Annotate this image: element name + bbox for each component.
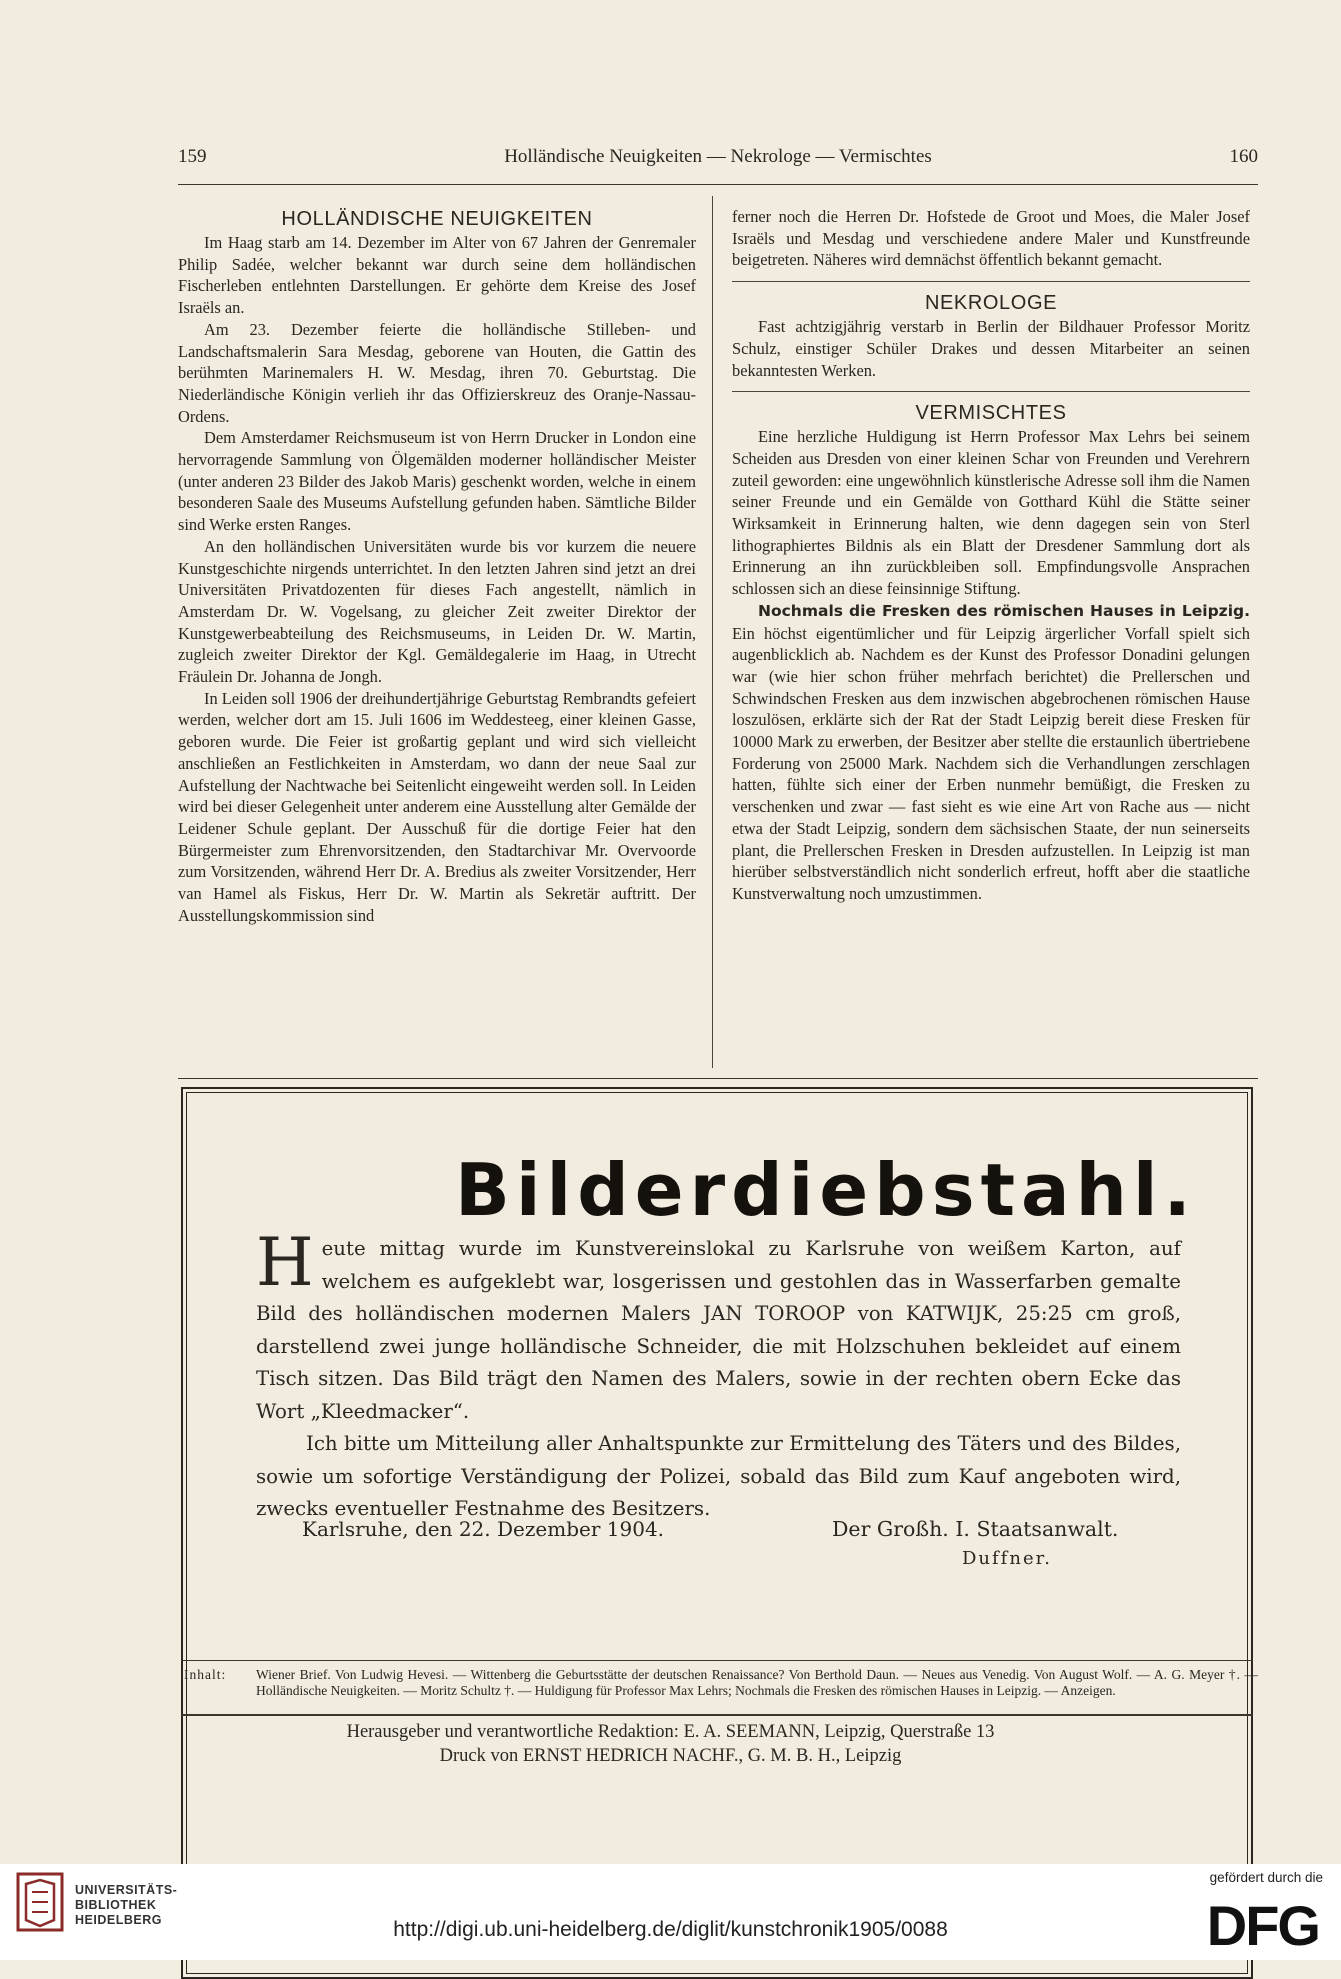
imprint-rule [181, 1714, 1253, 1716]
funding-note: gefördert durch die [1209, 1870, 1323, 1885]
paragraph: Fast achtzigjährig verstarb in Berlin der Bildhauer Professor Moritz Schulz, einstiger Schüler Drakes und dessen Mitarbeiter an seinen bekanntesten Werken. [732, 317, 1250, 380]
left-column [178, 206, 696, 927]
page-number-right: 160 [1229, 146, 1258, 167]
source-url-link[interactable]: http://digi.ub.uni-heidelberg.de/diglit/kunstchronik1905/0088 [393, 1918, 948, 1941]
toc-rule [181, 1660, 1253, 1661]
section-rule [732, 391, 1250, 392]
dfg-logo: DFG [1206, 1894, 1319, 1957]
table-of-contents [184, 1667, 1258, 1698]
imprint-line: Druck von ERNST HEDRICH NACHF., G. M. B. H., Leipzig [439, 1746, 902, 1766]
ad-signature: Der Großh. I. Staatsanwalt. [832, 1517, 1119, 1541]
paragraph: Im Haag starb am 14. Dezember im Alter von 67 Jahren der Genremaler Philip Sadée, welcher bekannt war durch seine dem holländischen Fischerleben entlehnten Darstellungen. Er gehörte dem Kreise des Josef Israëls an. [178, 233, 696, 318]
section-heading-hollaendische-neuigkeiten: HOLLÄNDISCHE NEUIGKEITEN [281, 208, 593, 230]
paragraph: In Leiden soll 1906 der dreihundertjährige Geburtstag Rembrandts gefeiert werden, welcher dort am 15. Juli 1606 im Weddesteeg, einer kleinen Gasse, geboren wurde. Die Feier ist großartig geplant und wird sich vielleicht anschließen an Festlichkeiten in Amsterdam, wo dann der neue Saal zur Aufstellung der Nachtwache bei Seitenlicht eingeweiht werden soll. In Leiden wird bei dieser Gelegenheit unter anderem eine Ausstellung alter Gemälde der Leidener Schule geplant. Der Ausschuß für die dortige Feier hat den Bürgermeister zum Ehrenvorsitzenden, den Stadtarchivar Mr. Overvoorde zum Vorsitzenden, während Herr Dr. A. Bredius als zweiter Vorsitzender, Herr van Hamel als Fiskus, Herr Dr. W. Martin als Sekretär auftritt. Der Ausstellungskommission sind [178, 688, 696, 925]
drop-cap: H [256, 1224, 314, 1301]
paragraph: Dem Amsterdamer Reichsmuseum ist von Herrn Drucker in London eine hervorragende Sammlung von Ölgemälden moderner holländischer Meister (unter anderen 23 Bilder des Jakob Maris) geschenkt worden, welche in einem besonderen Saale des Museums Aufstellung gefunden haben. Sämtliche Bilder sind Werke ersten Ranges. [178, 428, 696, 535]
toc-text: Wiener Brief. Von Ludwig Hevesi. — Wittenberg die Geburtsstätte der deutschen Renaissance? Von Berthold Daun. — Neues aus Venedig. Von August Wolf. — A. G. Meyer †. — Holländische Neuigkeiten. — Moritz Schultz †. — Huldigung für Professor Max Lehrs; Nochmals die Fresken des römischen Hauses in Leipzig. — Anzeigen. [256, 1667, 1258, 1698]
library-name-line: BIBLIOTHEK [75, 1898, 157, 1912]
column-divider [712, 196, 713, 1068]
section-heading-nekrologe: NEKROLOGE [924, 292, 1058, 315]
library-name-line: HEIDELBERG [75, 1913, 162, 1927]
section-rule [732, 281, 1250, 282]
page-number-left: 159 [178, 146, 207, 167]
ad-signer: Duffner. [962, 1548, 1052, 1569]
running-title: Holländische Neuigkeiten — Nekrologe — Vermischtes [504, 146, 932, 167]
ad-body [256, 1224, 1181, 1526]
digitization-footer [0, 1864, 1341, 1960]
ad-place-date: Karlsruhe, den 22. Dezember 1904. [302, 1517, 665, 1541]
running-header [178, 146, 1258, 176]
paragraph-body: Ein höchst eigentümlicher und für Leipzig ärgerlicher Vorfall spielt sich augenblicklich ab. Nachdem es der Kunst des Professor Donadini gelungen war (wie hier schon früher mehrfach berichtet) die Prellerschen und Schwindschen Fresken aus dem inzwischen abgebrochenen römischen Hause loszulösen, erklärte sich der Rat der Stadt Leipzig bereit diese Fresken für 10000 Mark zu erwerben, der Besitzer aber stellte die erstaunlich übertriebene Forderung von 25000 Mark. Nachdem sich die Verhandlungen zerschlagen hatten, fühlte sich einer der Erben nunmehr bemüßigt, die Fresken zu verschenken und zwar — fast sieht es wie eine Art von Rache aus — nicht etwa der Stadt Leipzig, sondern dem sächsischen Staate, der nun seinerseits plant, die Prellerschen Fresken in Dresden aufzustellen. In Leipzig ist man hierüber selbstverständlich nicht sonderlich erfreut, hofft aber die staatliche Kunstverwaltung noch umzustimmen. [732, 623, 1250, 903]
ad-paragraph-text: eute mittag wurde im Kunstvereinslokal zu Karlsruhe von weißem Karton, auf welchem es aufgeklebt war, losgerissen und gestohlen das in Wasserfarben gemalte Bild des holländischen modernen Malers JAN TOROOP von KATWIJK, 25:25 cm groß, darstellend zwei junge holländische Schneider, die mit Holzschuhen bekleidet auf einem Tisch sitzen. Das Bild trägt den Namen des Malers, sowie in der rechten obern Ecke das Wort „Kleedmacker“. [256, 1237, 1181, 1423]
paragraph: ferner noch die Herren Dr. Hofstede de Groot und Moes, die Maler Josef Israëls und Mesdag und verschiedene andere Maler und Kunstfreunde beigetreten. Näheres wird demnächst öffentlich bekannt gemacht. [732, 207, 1250, 270]
section-heading-vermischtes: VERMISCHTES [915, 402, 1067, 425]
header-rule [178, 184, 1258, 185]
library-name-line: UNIVERSITÄTS- [75, 1883, 178, 1897]
ad-paragraph [256, 1224, 1181, 1428]
toc-label: Inhalt: [184, 1667, 227, 1682]
right-column [732, 206, 1250, 905]
paragraph: Eine herzliche Huldigung ist Herrn Professor Max Lehrs bei seinem Scheiden aus Dresden von einer kleinen Schar von Freunden und Verehrern zuteil geworden: eine ungewöhnlich künstlerische Adresse soll ihm die Namen seiner Freunde und ein Gemälde von Gotthard Kühl die Stätte seiner Wirksamkeit in Erinnerung halten, wie denn dagegen sein von Sterl lithographiertes Bildnis als ein Blatt der Dresdener Sammlung dort als Erinnerung an ihn zurückbleiben soll. Empfindungsvolle Ansprachen schlossen sich an diese feinsinnige Stiftung. [732, 427, 1250, 599]
paragraph [732, 600, 1250, 905]
paragraph-lead: Nochmals die Fresken des römischen Hauses in Leipzig. [758, 601, 1250, 620]
ad-title: Bilderdiebstahl. [455, 1148, 1197, 1232]
column-end-rule [178, 1078, 1258, 1079]
imprint-line: Herausgeber und verantwortliche Redaktion: E. A. SEEMANN, Leipzig, Querstraße 13 [346, 1722, 995, 1742]
paragraph: Am 23. Dezember feierte die holländische Stilleben- und Landschaftsmalerin Sara Mesdag, geborene van Houten, die Gattin des berühmten Marinemalers H. W. Mesdag, ihren 70. Geburtstag. Die Niederländische Königin verlieh ihr das Offizierskreuz des Oranje-Nassau-Ordens. [178, 319, 696, 426]
ad-paragraph: Ich bitte um Mitteilung aller Anhaltspunkte zur Ermittelung des Täters und des Bildes, sowie um sofortige Verständigung der Polizei, sobald das Bild zum Kauf angeboten wird, zwecks eventueller Festnahme des Besitzers. [256, 1432, 1181, 1520]
paragraph: An den holländischen Universitäten wurde bis vor kurzem die neuere Kunstgeschichte nirgends unterrichtet. In den letzten Jahren sind jetzt an drei Universitäten Privatdozenten für dieses Fach angestellt, nämlich in Amsterdam Dr. W. Vogelsang, zu gleicher Zeit zweiter Direktor der Kunstgewerbeabteilung des Reichsmuseums, in Leiden Dr. W. Martin, zugleich zweiter Direktor der Kgl. Gemäldegalerie im Haag, in Utrecht Fräulein Dr. Johanna de Jongh. [178, 536, 696, 687]
